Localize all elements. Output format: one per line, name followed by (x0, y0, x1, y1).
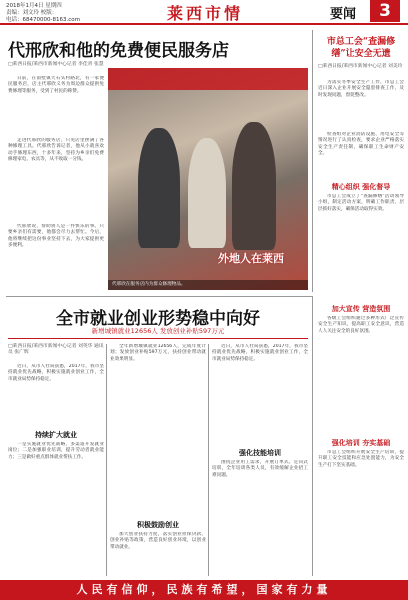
issue-info (6, 3, 126, 24)
column-divider (106, 344, 107, 576)
right-byline: □莱西日报/莱西市新闻中心记者 刘美玲 (318, 64, 403, 69)
second-headline: 全市就业创业形势稳中向好 (56, 309, 260, 329)
column-divider (208, 344, 209, 576)
lead-photo (108, 68, 308, 290)
second-byline: □莱西日报/莱西市新闻中心记者 刘英华 通讯员 张广辉 (8, 344, 104, 355)
column-divider (312, 30, 313, 292)
section-title: 要闻 (330, 7, 357, 22)
subtitle-rule (8, 338, 308, 339)
second-subheading: 持续扩大就业 (35, 431, 77, 439)
issue-phone: 电话：68470000-8163.com (6, 17, 80, 23)
second-paragraph: 全年新增城镇就业12656人，完成年度计划；发放创业补贴597万元，扶持创业带动就业效果明显。 (110, 344, 206, 362)
right-paragraph: 各级工会组织通过多种形式广泛宣传安全生产知识，提高职工安全意识，营造人人关注安全的良好氛围。 (318, 316, 404, 334)
lead-paragraph: 代邢欣说，帮助别人是一件快乐的事。只要乡亲们有需要，他都会尽力去帮忙。今后，他将继续把这份事业坚持下去，为大家提供更多便利。 (8, 224, 104, 248)
lead-headline: 代邢欣和他的免费便民服务店 (8, 41, 229, 61)
right-subheading: 精心组织 强化督导 (331, 183, 391, 191)
right-paragraph: 为落实冬季安全生产工作，市总工会近日深入企业开展安全隐患排查工作，及时发现问题，督促整改。 (318, 80, 404, 98)
second-subheading: 强化技能培训 (239, 449, 281, 457)
footer-slogan-bar: 人民有信仰，民族有希望，国家有力量 (0, 580, 408, 600)
second-paragraph: 围绕企业用工需求，开展订单式、定向式培训，全年培训各类人员，有效缓解企业招工难问题。 (212, 460, 308, 478)
column-divider (312, 296, 313, 576)
right-paragraph: 市总工会成立了“查漏修缮”活动领导小组，制定活动方案，明确工作职责，层层抓好落实，确保活动取得实效。 (318, 194, 404, 212)
right-paragraph: 市总工会组织开展安全生产培训，提升职工安全技能和应急处置能力，为安全生产打下坚实基础。 (318, 450, 404, 468)
right-headline: 市总工会“查漏修缮”让安全无遗 (326, 37, 396, 59)
issue-editor: 责编：刘文玲 校版： (6, 10, 58, 16)
lead-byline: □莱西日报/莱西市新闻中心记者 李佳青 张慧 (8, 62, 104, 67)
second-subheading: 积极鼓励创业 (137, 521, 179, 529)
second-paragraph: 近日，从市人社局获悉，2017年，我市坚持就业优先战略，积极实施就业创业工作，全市就业局势保持稳定。 (212, 344, 308, 362)
page-number-badge: 3 (370, 0, 400, 22)
second-paragraph: 一是实施就业优先战略，多渠道开发就业岗位；二是加强职业培训，提升劳动者就业能力；三是做好重点群体就业帮扶工作。 (8, 442, 104, 460)
lead-paragraph: 日前，在南墅镇大石头村路北，有一家便民服务店，店主代邢欣义务为周边群众提供免费修理等服务，受到了村民的称赞。 (8, 76, 104, 94)
right-subheading: 加大宣传 营造氛围 (331, 305, 391, 313)
lead-paragraph: 走进代邢欣的服务店，只见店里摆满了各种修理工具。代邢欣告诉记者，他从小就喜欢动手修理东西，十多年来，坚持为乡亲们免费修理家电、农具等，从不收取一分钱。 (8, 138, 104, 162)
second-subtitle: 新增城镇就业12656人 发放创业补贴597万元 (91, 327, 225, 335)
second-paragraph: 加大创业扶持力度，落实创业担保贷款、创业补贴等政策，营造良好创业环境，以创业带动就业。 (110, 532, 206, 550)
photo-stamp-text: 外地人在莱西 (218, 252, 284, 265)
section-divider (6, 296, 312, 297)
issue-date: 2018年1月4日 星期四 (6, 3, 62, 9)
newspaper-masthead: 莱西市情 (166, 4, 243, 23)
masthead-divider (0, 23, 408, 25)
right-paragraph: 检查组对企业消防设施、用电安全等情况进行了认真检查，要求企业严格落实安全生产责任制，确保职工生命财产安全。 (318, 132, 404, 156)
right-subheading: 强化培训 夯实基础 (331, 439, 391, 447)
second-paragraph: 近日，从市人社局获悉，2017年，我市坚持就业优先战略，积极实施就业创业工作，全市就业局势保持稳定。 (8, 364, 104, 382)
photo-caption: 代邢欣在服务店内为群众修理物品。 (108, 280, 308, 290)
